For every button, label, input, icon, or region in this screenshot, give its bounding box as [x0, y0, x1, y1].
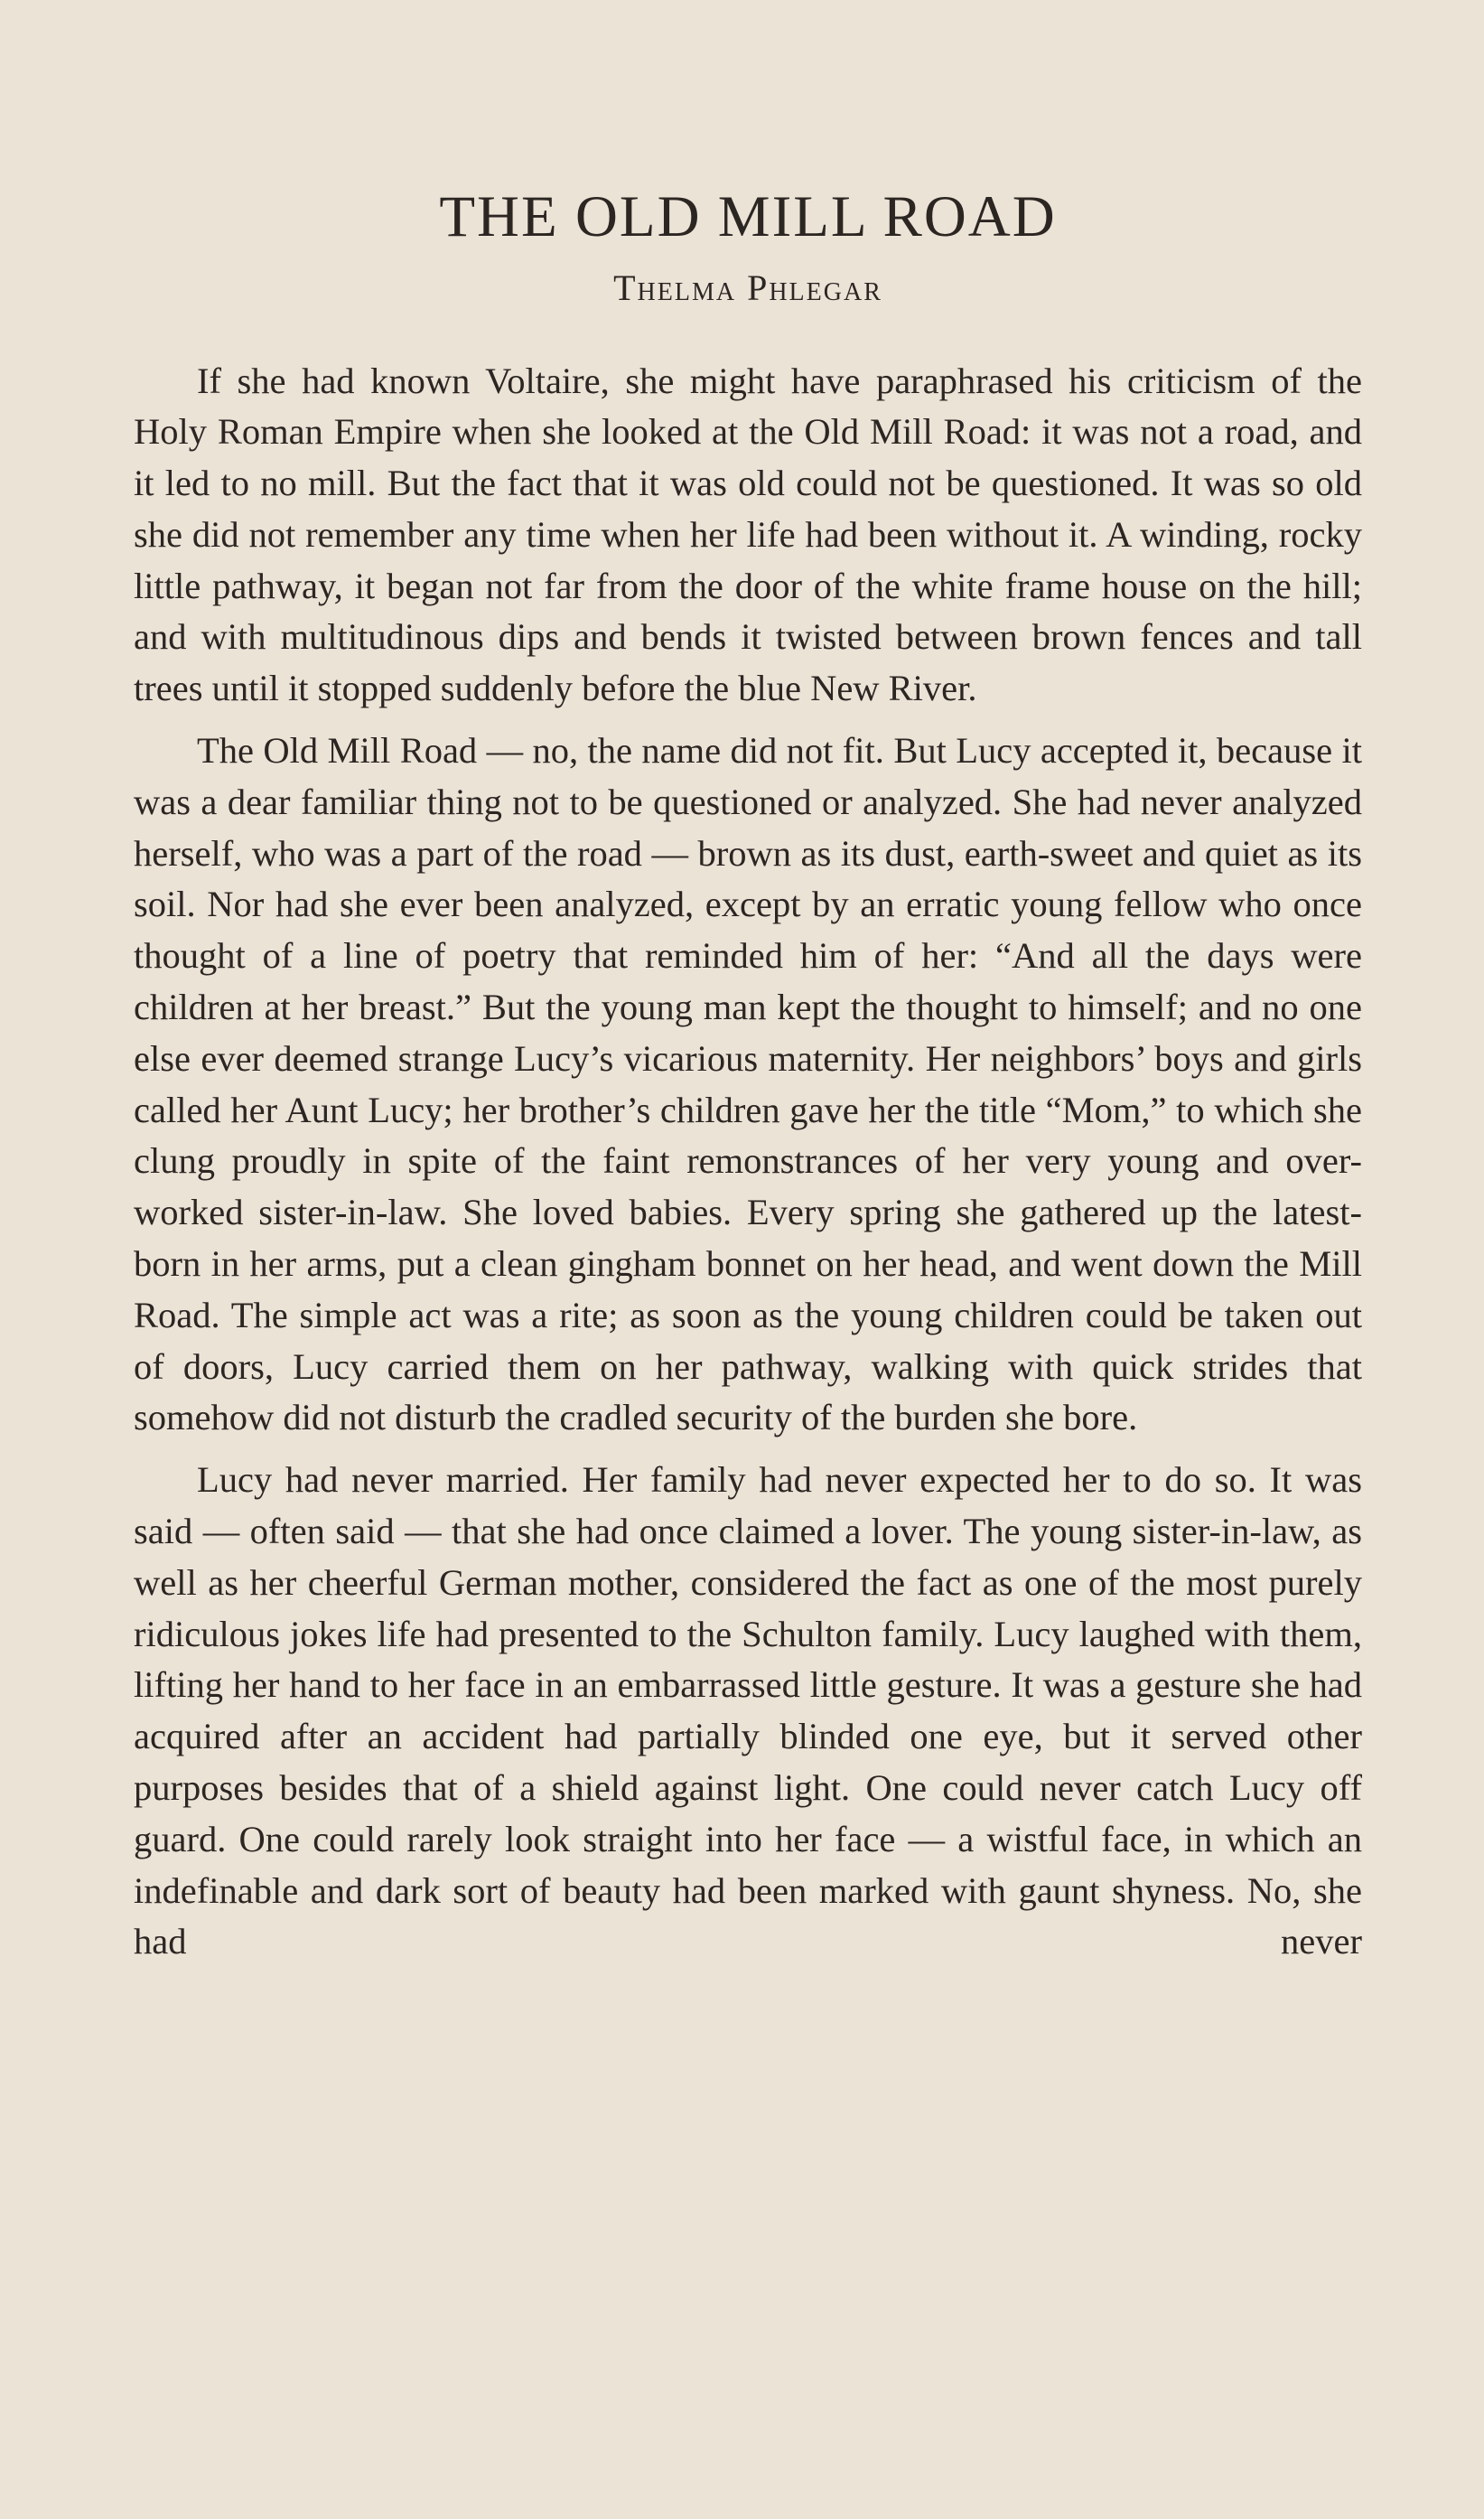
- page: [134, 185, 1362, 1979]
- paragraph-2: The Old Mill Road — no, the name did not fit. But Lucy accepted it, because it was a dear familiar thing not to be questioned or analyzed. She had never analyzed herself, who was a part of the road — brown as its dust, earth-sweet and quiet as its soil. Nor had she ever been analyzed, except by an erratic young fellow who once thought of a line of poetry that reminded him of her: “And all the days were children at her breast.” But the young man kept the thought to himself; and no one else ever deemed strange Lucy’s vicarious maternity. Her neighbors’ boys and girls called her Aunt Lucy; her brother’s children gave her the title “Mom,” to which she clung proudly in spite of the faint remonstrances of her very young and over-worked sister-in-law. She loved babies. Every spring she gathered up the latest-born in her arms, put a clean gingham bonnet on her head, and went down the Mill Road. The simple act was a rite; as soon as the young children could be taken out of doors, Lucy carried them on her pathway, walking with quick strides that somehow did not disturb the cradled security of the burden she bore.: [134, 730, 1362, 1438]
- paragraph-3: Lucy had never married. Her family had never expected her to do so. It was said — often said — that she had once claimed a lover. The young sister-in-law, as well as her cheerful German mother, considered the fact as one of the most purely ridiculous jokes life had presented to the Schulton family. Lucy laughed with them, lifting her hand to her face in an embarrassed little gesture. It was a gesture she had acquired after an accident had partially blinded one eye, but it served other purposes besides that of a shield against light. One could never catch Lucy off guard. One could rarely look straight into her face — a wistful face, in which an indefinable and dark sort of beauty had been marked with gaunt shyness. No, she had never: [134, 1459, 1362, 1962]
- paragraph-1: If she had known Voltaire, she might have paraphrased his criticism of the Holy Roman Empire when she looked at the Old Mill Road: it was not a road, and it led to no mill. But the fact that it was old could not be questioned. It was so old she did not remember any time when her life had been without it. A winding, rocky little pathway, it began not far from the door of the white frame house on the hill; and with multitudinous dips and bends it twisted between brown fences and tall trees until it stopped suddenly before the blue New River.: [134, 360, 1362, 709]
- author-name: Thelma Phlegar: [613, 267, 882, 308]
- story-title: THE OLD MILL ROAD: [439, 184, 1057, 249]
